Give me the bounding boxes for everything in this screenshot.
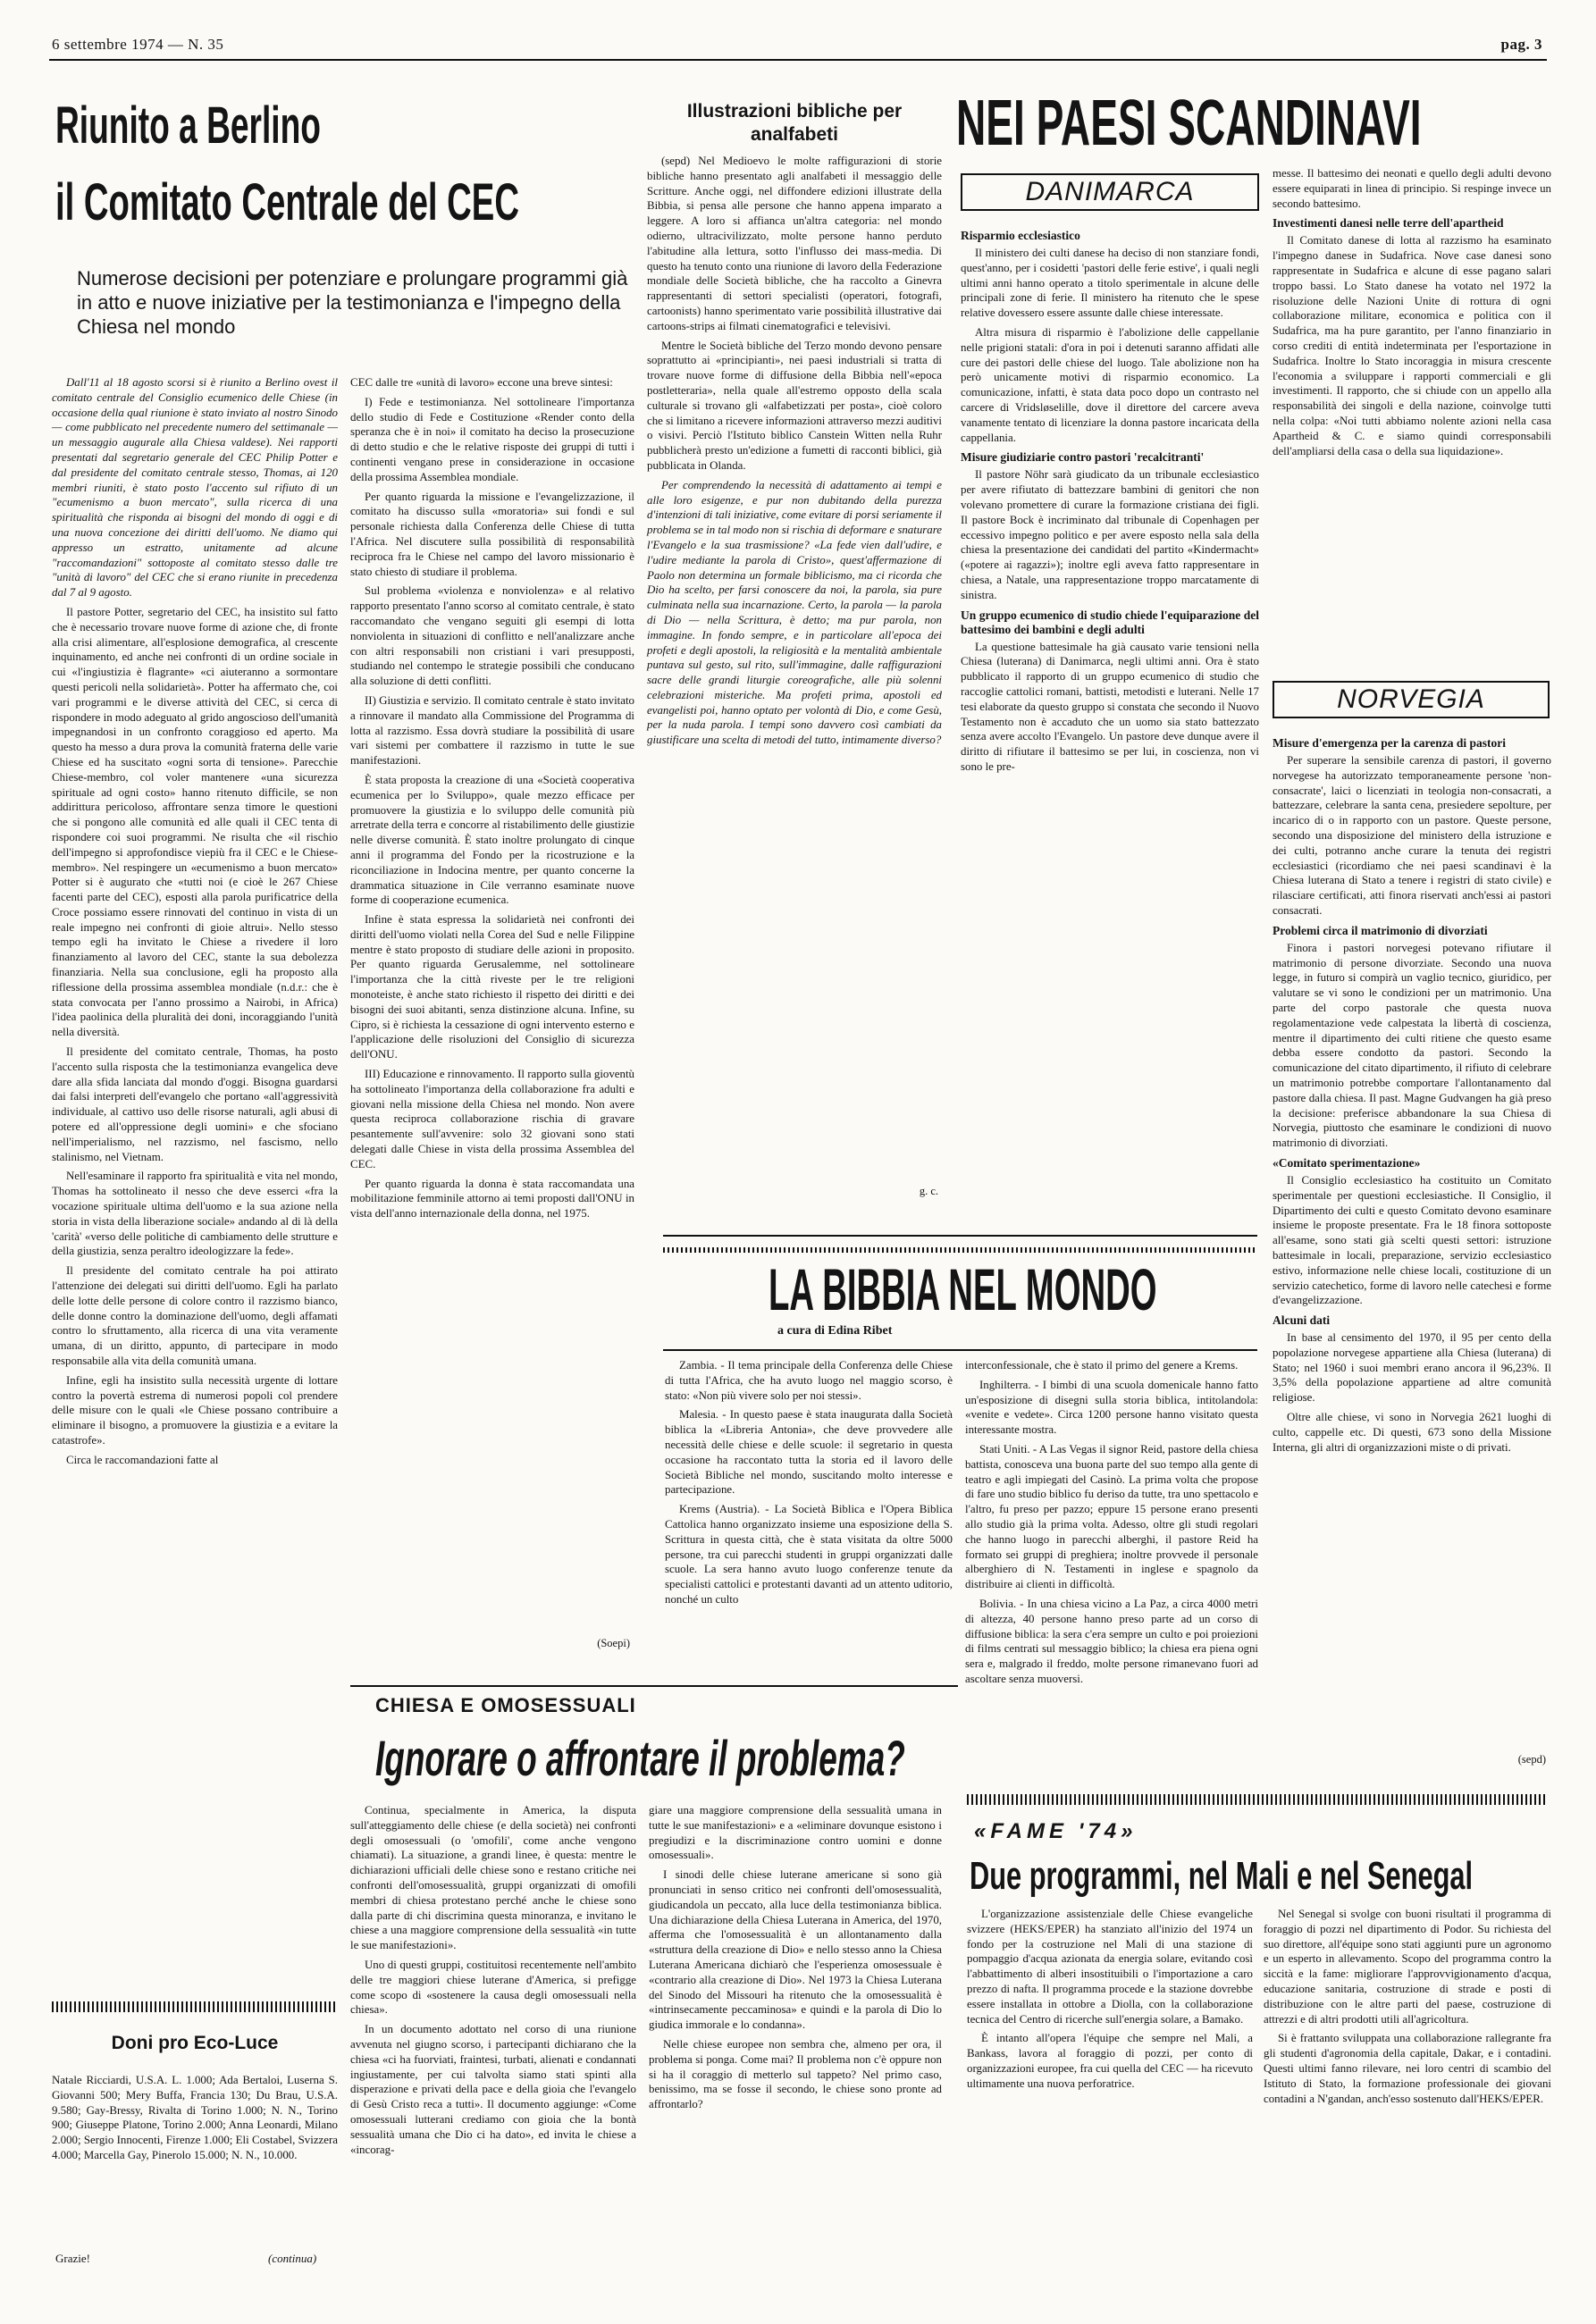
paragraph: Krems (Austria). - La Società Biblica e l'Opera Biblica Cattolica hanno organizzato insieme una esposizione della S. Scrittura in questa città, che è stata visitata da oltre 5000 persone, tra cui parecchi studenti in gruppi organizzati dalle scuole. La sera hanno avuto luogo conferenze tenute da specialisti cattolici e protestanti davanti ad un attento uditorio, nonché un culto — [665, 1503, 953, 1606]
paragraph: interconfessionale, che è stato il primo del genere a Krems. — [965, 1359, 1239, 1372]
omosessuali-column-2 — [649, 1803, 942, 2303]
doni-title: Doni pro Eco-Luce — [111, 2033, 279, 2053]
danimarca-column — [961, 223, 1259, 1238]
paragraph: Per superare la sensibile carenza di pastori, il governo norvegese ha autorizzato temporaneamente persone 'non-consacrate', laici o licenziati in teologia non-consacrati, a battezzare, celebrare la santa cena, presiedere sepolture, per incarico di o in rapporto con un pastore. Queste persone, secondo una disposizione del ministero della istruzione e dei culti, potranno anche curare la tenuta dei registri ecclesiastici (ricordiamo che nei paesi scandinavi è la Chiesa luterana di Stato a tenere i registri di stato civile) e rilasciare certificati, atti finora riservati anch'essi ai pastori consacrati. — [1273, 754, 1551, 917]
header-rule — [49, 59, 1547, 61]
paragraph: Bolivia. - In una chiesa vicino a La Paz, a circa 4000 metri di altezza, 40 persone hanno preso parte ad un corso di diffusione biblica: la sera c'era sempre un culto e poi proiezioni di films centrati sul messaggio biblico; la chiesa era piena ogni sera e, malgrado il freddo, molte persone rimanevano fuori ad ascoltare senza muoversi. — [965, 1597, 1258, 1685]
paragraph: Nel Senegal si svolge con buoni risultati il programma di foraggio di pozzi nel dipartimento di Podor. Su richiesta del suo direttore, all'équipe sono stati aggiunti pure un agronomo e un esperto in allevamento. Scopo del programma contro la siccità e la fame: migliorare l'approvvigionamento d'acqua, educazione sanitaria, costruzione di strade e posti di distribuzione con le altre parti del paese, costruzione di attrezzi e di altri prodotti utili all'agricoltura. — [1264, 1908, 1551, 2026]
paragraph: I sinodi delle chiese luterane americane si sono già pronunciati in senso critico nei confronti dell'omosessualità, giudicandola un peccato, alla luce della testimonianza biblica. Una dichiarazione della Chiesa Luterana in America, del 1970, afferma che l'omosessualità è un allontanamento dalla «struttura della creazione di Dio» e nello stesso anno la Chiesa Luterana Americana dichiarò che l'esperienza omosessuale è «contrario alla creazione di Dio». Nel 1973 la Chiesa Luterana del Sinodo del Missouri ha ritenuto che la omosessualità è «intrinsecamente peccaminosa» e quindi e la parola di Dio lo giudica immorale e lo condanna». — [649, 1868, 942, 2032]
paragraph: Altra misura di risparmio è l'abolizione delle cappellanie nelle prigioni statali: d'ora in poi i detenuti saranno affidati alle cure dei pastori delle chiese del luogo. Tale abolizione non ha però unicamente motivi di risparmio economico. La comunicazione, infatti, è stata data poco dopo un contrasto nel carcere di Vridsløselille, dove il direttore del carcere aveva vanamente tentato di licenziare la donna pastore incaricata della cappellania. — [961, 325, 1259, 444]
paragraph: In base al censimento del 1970, il 95 per cento della popolazione norvegese appartiene alla Chiesa (luterana) di Stato; nel 1960 i suoi membri erano ancora il 96,23%. Il 3,5% della popolazione appartiene ad altre comunità religiose. — [1273, 1331, 1551, 1405]
paragraph: È stata proposta la creazione di una «Società cooperativa ecumenica per lo Sviluppo», quale mezzo efficace per promuovere la giustizia e lo sviluppo delle comunità più arretrate della terra e concorre al ristabilimento delle giustizie nelle diverse comunità. È stato inoltre prolungato di cinque anni il programma del Fondo per la ricostruzione e la riconciliazione in Indocina mentre, per quanto concerne la drammatica situazione in Cile verranno esaminate nuove forme di cooperazione ecumenica. — [350, 773, 634, 907]
fame-kicker: «FAME '74» — [974, 1819, 1138, 1843]
section-heading: Alcuni dati — [1273, 1313, 1331, 1328]
berlino-column-1 — [52, 375, 338, 1791]
paragraph: Uno di questi gruppi, costituitosi recentemente nell'ambito delle tre maggiori chiese luterane d'America, si prefigge come scopo di «sostenere la causa degli omosessuali nella chiesa». — [350, 1958, 636, 2017]
paragraph: In un documento adottato nel corso di una riunione avvenuta nel giugno scorso, i partecipanti dichiarano che la chiesa «ci ha fuorviati, fraintesi, turbati, alienati e condannati ingiustamente, per cui talvolta siamo stati spinti alla disperazione e privati della pace e della gioia che l'evangelo di Gesù Cristo reca a tutti». Il documento aggiunge: «Come omosessuali lutterani crediamo con gioia che la bontà sessualità umana che Dio ci ha dato», ed invita le chiese a «incorag- — [350, 2023, 636, 2156]
danimarca-header: DANIMARCA — [961, 173, 1259, 211]
bibbia-byline: a cura di Edina Ribet — [777, 1324, 893, 1338]
illustrazioni-signature: g. c. — [919, 1185, 938, 1197]
illustrazioni-body — [647, 154, 942, 1181]
paragraph: Mentre le Società bibliche del Terzo mondo devono pensare soprattutto ai «principianti», nei paesi industriali si tratta di trovare nuove forme di diffusione della Bibbia nell'«epoca postletteraria», nella quale all'estremo opposto della scala culturale si trovano gli «alfabetizzati per posta», cioè coloro che si limitano a ricevere informazioni attraverso mezzi auditivi o visivi. Perciò l'Istituto biblico Canstein Witten nella Ruhr pubblicherà presto un'edizione a fumetti di racconti biblici, già pubblicata in Olanda. — [647, 339, 943, 472]
berlino-column-2 — [350, 375, 634, 1626]
paragraph: La questione battesimale ha già causato varie tensioni nella Chiesa (luterana) di Danimarca, negli ultimi anni. Ora è stato pubblicato il rapporto di un gruppo ecumenico di studio che raccoglie cattolici romani, battisti, metodisti e luterani. Nelle 17 tesi elaborate da questo gruppo si constata che secondo il Nuovo Testamento non è accaduto che un uomo sia stato battezzato senza avere accolto l'Evangelo. Un pastore deve dunque avere il diritto di rifiutare il battesimo se per lui, in coscienza, non vi sono le pre- — [961, 640, 1259, 773]
paragraph: Sul problema «violenza e nonviolenza» e al relativo rapporto presentato l'anno scorso al comitato centrale, è stato raccomandato che vengano seguiti gli esempi di lotta nonviolenta in situazioni di conflitto e nell'analizzare anche con altri responsabili non cristiani i vari presupposti, studiando nel contempo le strategie possibili che conducano alla soluzione di detti conflitti. — [350, 584, 634, 688]
bibbia-title: LA BIBBIA NEL MONDO — [769, 1256, 1157, 1322]
paragraph: Il presidente del comitato centrale ha poi attirato l'attenzione dei delegati sui diritti dell'uomo. Egli ha parlato delle lotte delle persone di colore contro il razzismo bianco, delle donne contro la dominazione dell'uomo, degli affamati contro lo sfruttamento, alla ricerca di una vita veramente umana, di un diritto, appunto, di partecipare in modo responsabile alla vita della comunità umana. — [52, 1264, 338, 1367]
paragraph: (sepd) Nel Medioevo le molte raffigurazioni di storie bibliche hanno presentato agli analfabeti il messaggio delle Scritture. Anche oggi, nel diffondere edizioni illustrate della Bibbia, si pensa alle persone che hanno appena imparato a leggere. A loro si affianca un'altra categoria: nel mondo odierno, ultracivilizzato, molte persone hanno perduto l'abitudine alla lettura, sotto l'influsso dei mass-media. Di questo ha tenuto conto una riunione di lavoro della Federazione mondiale delle Società bibliche, che ha raccolto a Ginevra rappresentanti di settori specialisti (operatori, fotografi, cartoonists) hanno sperimentato varie possibilità illustrative dai cartoons-strips ai filmati cinematografici e televisivi. — [647, 155, 942, 332]
paragraph: Circa le raccomandazioni fatte al — [66, 1453, 219, 1466]
omosessuali-title: Ignorare o affrontare il problema? — [375, 1730, 905, 1786]
berlino-intro: Dall'11 al 18 agosto scorsi si è riunito a Berlino ovest il comitato centrale del Consiglio ecumenico delle Chiese (in occasione della qual riunione è stato inviato al nostro Sinodo — come pubblicato nel precedente numero del settimanale — un messaggio augurale alla Chiesa valdese). Nei rapporti presentati dal segretario generale del CEC Philip Potter e dal presidente del comitato centrale stesso, Thomas, ai 120 membri riuniti, è stato posto l'accento sul rifiuto di un "ecumenismo a buon mercato", sulla ricerca di una spiritualità che risponda ai bisogni del mondo di oggi e di una nuova concezione dei diritti dell'uomo. Ne diamo qui appresso un estratto, unitamente ad alcune "raccomandazioni" sottoposte al comitato stesso dalle tre "unità di lavoro" del CEC che si erano riunite in precedenza dal 7 al 9 agosto. — [52, 376, 338, 600]
doni-thanks: Grazie! — [55, 2252, 90, 2265]
paragraph: Il Consiglio ecclesiastico ha costituito un Comitato sperimentale per questioni ecclesiastiche. Il Consiglio, il Dipartimento dei culti e questo Comitato devono esaminare insieme le proposte presentate. Fra le 18 finora sottoposte all'esame, sono stati già scelti questi settori: istruzione battesimale in locali, preparazione, servizio ecclesiastico estivo, informazione nelle chiese locali, costituzione di un servizio catechetico, forme di lavoro nelle catechesi e forme d'evangelizzazione. — [1273, 1173, 1551, 1307]
bibbia-hatch — [663, 1247, 1257, 1253]
doni-list — [52, 2073, 338, 2234]
section-heading: Investimenti danesi nelle terre dell'apartheid — [1273, 216, 1504, 231]
paragraph: II) Giustizia e servizio. Il comitato centrale è stato invitato a rinnovare il mandato alla Commissione del Programma di lotta al razzismo. Essa dovrà studiare la possibilità di usare vari sistemi per combattere il razzismo in tutte le sue manifestazioni. — [350, 693, 634, 768]
paragraph: Oltre alle chiese, vi sono in Norvegia 2621 luoghi di culto, cappelle etc. Di questi, 673 sono della Missione Interna, gli altri di organizzazioni miste o di privati. — [1273, 1411, 1551, 1454]
norvegia-header: NORVEGIA — [1273, 681, 1550, 718]
illustrazioni-title: Illustrazioni bibliche per analfabeti — [686, 101, 903, 145]
section-heading: Un gruppo ecumenico di studio chiede l'equiparazione del battesimo dei bambini e degli adulti — [961, 608, 1259, 636]
doni-text: Natale Ricciardi, U.S.A. L. 1.000; Ada Bertaloi, Luserna S. Giovanni 500; Mery Buffa, Francia 130; Du Brau, U.S.A. 9.580; Gay-Bressy, Rivalta di Torino 1.000; N. N., Torino 900; Giuseppe Platone, Torino 2.000; Anna Leonardi, Milano 2.000; Sergio Innocenti, Firenze 1.000; Eli Costabel, Svizzera 4.000; Marcella Gay, Pinerolo 15.000; N. N., 10.000. — [52, 2074, 338, 2161]
paragraph: Stati Uniti. - A Las Vegas il signor Reid, pastore della chiesa battista, conosceva una buona parte del suo tempo alla gente di teatro e agli impiegati del Casinò. La prima volta che propose di fare uno studio biblico fu deriso da tutte, tra uno spettacolo e l'altro, fu preso per pazzo; eppure 15 persone erano presenti allo studio già la prima volta. Adesso, oltre gli studi regolari che hanno luogo in parecchi alberghi, il pastore Reid ha formato sei gruppi di preghiera; inoltre provvede il personale alberghiero di N. Testamenti in inglese e spagnolo da distribuire ai clienti in difficoltà. — [965, 1442, 1258, 1591]
paragraph: Il Comitato danese di lotta al razzismo ha esaminato l'impegno danese in Sudafrica. Nove case danesi sono rappresentate in Sudafrica e alcune di esse pagano salari troppo bassi. Lo Stato danese ha votato nel 1972 la risoluzione delle Nazioni Unite di rottura di ogni collaborazione militare, economica e politica con il Sudafrica, ma ha pure garantito, per l'anno finanziario in corso crediti di entità indeterminata per l'esportazione in Sudafrica. Inoltre lo Stato incoraggia in misura crescente l'economia a sviluppare i rapporti commerciali e gli investimenti. Il rapporto, che si chiude con un appello alla responsabilità dei singoli e della nazione, coinvolge tutti nella colpa: «Noi tutti abbiamo nolente azioni nella casa Apartheid & C. e siamo quindi corresponsabili dell'ampliarsi della casa o della sua liquidazione». — [1273, 234, 1551, 457]
paragraph: Per quanto riguarda la donna è stata raccomandata una mobilitazione femminile attorno ai temi proposti dall'ONU in vista dell'anno internazionale della donna, nel 1975. — [350, 1177, 634, 1221]
omosessuali-kicker: CHIESA E OMOSESSUALI — [375, 1694, 636, 1716]
paragraph: Il ministero dei culti danese ha deciso di non stanziare fondi, quest'anno, per i cosidetti 'pastori delle ferie estive', i quali negli ultimi anni hanno operato a titolo sperimentale in alcune delle principali zone di ferie. Il ministero ha ritenuto che le spese relative dovessero essere assunte dalle chiese interessate. — [961, 247, 1259, 320]
bibbia-column-2 — [965, 1358, 1258, 1733]
paragraph: Per quanto riguarda la missione e l'evangelizzazione, il comitato ha discusso sulla «moratoria» sui fondi e sul personale richiesta dalla Conferenza delle Chiese di tutta l'Africa. Nel discutere sulla possibilità di responsabilità reciproca fra le Chiese nel campo del lavoro missionario è stato chiesto di studiare il problema. — [350, 490, 634, 578]
section-heading: Misure giudiziarie contro pastori 'recalcitranti' — [961, 450, 1205, 465]
danimarca-column-2 — [1273, 166, 1551, 457]
paragraph: Zambia. - Il tema principale della Conferenza delle Chiese di tutta l'Africa, che ha avuto luogo nel maggio scorso, è stato: «Non più vivere solo per noi stessi». — [665, 1359, 953, 1402]
paragraph: Si è frattanto sviluppata una collaborazione rallegrante fra gli studenti d'agronomia della capitale, Dakar, e i contadini. Questi ultimi fanno rilevare, nei loro centri di scambio del Istituto di Stato, la formazione professionale dei giovani contadini a N'gandan, anch'esso sostenuto dall'HEKS/EPER. — [1264, 2032, 1551, 2105]
omosessuali-column-1 — [350, 1803, 636, 2303]
paragraph: Il pastore Potter, segretario del CEC, ha insistito sul fatto che è necessario trovare nuove forme di azione che, di fronte alla crisi alimentare, all'esplosione demografica, al crescente inquinamento, ed anche nei confronti di un ordine sociale in cui «l'ingiustizia è flagrante» «ci aiuteranno a sormontare questi pericoli nella solidarietà». Potter ha affermato che, coi vari programmi e le diverse attività del CEC, si cerca di rispondere in modo adeguato al grido angoscioso dell'umanità impegnandosi in un confronto coraggioso ed aperto. Ma questo ha messo a dura prova la comunità fraterna delle varie Chiese ed ha suscitato «ogni sorta di tensione». Parecchie Chiese-membro, col voler mantenere «una sicurezza spirituale ad ogni costo» hanno ritenuto difficile, se non addirittura pericoloso, affrontare senza timore le questioni che si pongono alle comunità ed alle quali il CEC tenta di rispondere coi suoi programmi. Ne risulta che «il rischio dell'impegno si approfondisce viepiù fra il CEC e le Chiese-membro». Nel respingere un «ecumenismo a buon mercato» Potter si è augurato che «tutti noi (e cioè le 267 Chiese facenti parte del CEC), esposti alla parola purificatrice della Croce possiamo essere rinnovati del continuo in vista di un reale impegno nei confronti di gioie altrui». Nello stesso tempo egli ha invitato le Chiese a rivedere il loro finanziamento al lavoro del CEC, stante la sua debolezza finanziaria. Nella sua conclusione, egli ha proposto alla riflessione della prossima assemblea mondiale (n.d.r.: che è stata convocata per l'anno prossimo a Nairobi, in Africa) l'idea paolinica della pluralità dei doni, incoraggiando l'unità nella diversità. — [52, 605, 338, 1039]
fame-column-2 — [1264, 1907, 1551, 2300]
berlino-source: (Soepi) — [597, 1637, 630, 1649]
paragraph: Nell'esaminare il rapporto fra spiritualità e vita nel mondo, Thomas ha sottolineato il nesso che deve esserci «fra la vocazione spirituale ultima dell'uomo e la sua azione nella storia in vista della liberazione sociale» andando al di là della 'carità' «verso delle politiche di cambiamento delle strutture e della giustizia, senza peraltro ideologizzare la fede». — [52, 1170, 338, 1258]
section-heading: «Comitato sperimentazione» — [1273, 1155, 1421, 1170]
paragraph: L'organizzazione assistenziale delle Chiese evangeliche svizzere (HEKS/EPER) ha stanziato all'inizio del 1974 un fondo per la costruzione nel Mali di una stazione di pompaggio d'acqua azionata da energia solare, evitando così l'abbattimento di alberi insostituibili o l'importazione a caro prezzo di nafta. Il programma procede e la stazione dovrebbe essere installata in ottobre a Diolla, con la collaborazione tecnica del Centro di ricerche sull'energia solare, a Bamako. — [967, 1908, 1253, 2026]
issue-date: 6 settembre 1974 — N. 35 — [52, 36, 224, 53]
doni-continua: (continua) — [268, 2252, 317, 2265]
fame-column-1 — [967, 1907, 1253, 2300]
section-heading: Problemi circa il matrimonio di divorziati — [1273, 923, 1488, 937]
page-number: pag. 3 — [1500, 36, 1542, 53]
paragraph: Infine, egli ha insistito sulla necessità urgente di lottare contro la povertà estrema di numerosi popoli col prendere delle misure con le quali «le Chiese possano contribuire a eliminare il bisogno, a promuovere la giustizia e a evitare la catastrofe». — [52, 1373, 338, 1447]
paragraph: Per comprendendo la necessità di adattamento ai tempi e alle loro esigenze, e pur non dubitando della purezza d'intenzioni di tali iniziative, come evitare di porsi seriamente il problema se in tal modo non si rischia di deformare e snaturare l'Evangelo e la sua trasmissione? «La fede vien dall'udire, e l'udire mediante la parola di Cristo», quest'affermazione di Paolo non determina un formale biblicismo, ma ci ricorda che Dio ha scelto, per farsi conoscere da noi, la parola, sia pure culminata nella sua incarnazione. Certo, la parola — la parola di Dio — nella Scrittura, è detto; ma pur parola, non immagine. In fondo sempre, e in particolare all'epoca dei profeti e degli apostoli, la religiosità e la mentalità ambientale puntava sul gesto, sul rito, sull'immagine, dalle raffigurazioni sacre delle grandi liturgie coreografiche, alle più solenni celebrazioni misteriche. Ma profeti prima, apostoli ed evangelisti poi, hanno optato per volontà di Dio, e come Gesù, per la nuda parola. I tempi sono davvero così cambiati da giustificare una scelta di metodi del tutto, intimamente diverso? — [647, 478, 942, 747]
paragraph: Nelle chiese europee non sembra che, almeno per ora, il problema si ponga. Come mai? Il problema non c'è oppure non si ha il coraggio di metterlo sul tappeto? Nel primo caso, benissimo, ma se fosse il secondo, le chiese sono pronte ad affrontarlo? — [649, 2037, 942, 2111]
paragraph: Continua, specialmente in America, la disputa sull'atteggiamento delle chiese (e della società) nei confronti degli omosessuali (o 'omofili', come anche vengono chiamati). La situazione, a grandi linee, è questa: mentre le dichiarazioni ufficiali delle chiese sono e restano critiche nei confronti dell'omosessualità, gruppi organizzati di omofili membri di chiesa protestano perché anche le chiese sono dalla parte di chi discrimina questa minoranza, e invitano le chiese a una maggiore comprensione della sessualità «in tutte le sue manifestazioni». — [350, 1804, 636, 1952]
paragraph: III) Educazione e rinnovamento. Il rapporto sulla gioventù ha sottolineato l'importanza della collaborazione fra adulti e giovani nella missione della Chiesa nel mondo. Non avere questa reciproca collaborazione rischia di gravare pesantemente sull'avvenire: solo 32 giovani sono stati delegati dalle Chiese in vista della prossima Assemblea del CEC. — [350, 1068, 634, 1170]
berlino-subtitle: Numerose decisioni per potenziare e prolungare programmi già in atto e nuove iniziative per la testimonianza e l'impegno della Chiesa nel mondo — [77, 267, 628, 338]
omosessuali-rule — [350, 1685, 958, 1687]
norvegia-column — [1273, 731, 1551, 1749]
scandinavi-title: NEI PAESI SCANDINAVI — [956, 88, 1422, 159]
bibbia-box-bottom — [663, 1349, 1257, 1351]
paragraph: Infine è stata espressa la solidarietà nei confronti dei diritti dell'uomo violati nella Corea del Sud e nelle Filippine mentre è stato proposto di studiare delle azioni in proposito. Per quanto riguarda Gerusalemme, nel sottolineare l'importanza che la città riveste per le tre religioni monoteiste, è anche stato richiesto il rispetto dei diritti e dei bisogni dei suoi abitanti, senza distinzione alcuna. Infine, su Cipro, si è richiesta la cessazione di ogni intervento esterno e l'applicazione delle risoluzioni del Consiglio di sicurezza dell'ONU. — [350, 913, 634, 1061]
bibbia-column-1 — [665, 1358, 953, 1698]
paragraph: messe. Il battesimo dei neonati e quello degli adulti devono essere equiparati in linea di principio. Si respinge invece un secondo battesimo. — [1273, 167, 1551, 210]
paragraph: Inghilterra. - I bimbi di una scuola domenicale hanno fatto un'esposizione di disegni sulla storia biblica, intitolandola: «venite e vedete». Circa 1200 persone hanno visitato questa interessante mostra. — [965, 1378, 1258, 1437]
bibbia-box-top — [663, 1235, 1257, 1237]
section-heading: Risparmio ecclesiastico — [961, 229, 1080, 242]
scandinavi-signature: (sepd) — [1517, 1753, 1546, 1766]
paragraph: giare una maggiore comprensione della sessualità umana in tutte le sue manifestazioni» e a «eliminare dovunque esistono i pregiudizi e la discriminazione contro uomini e donne omosessuali». — [649, 1804, 942, 1862]
paragraph: I) Fede e testimonianza. Nel sottolineare l'importanza dello studio di Fede e Costituzione «Render conto della speranza che è in noi» il comitato ha deciso la prosecuzione di detto studio e che le relative risposte dei gruppi di tutti i continenti vengano prese in considerazione in occasione della prossima Assemblea mondiale. — [350, 395, 634, 483]
section-heading: Misure d'emergenza per la carenza di pastori — [1273, 736, 1506, 750]
paragraph: Malesia. - In questo paese è stata inaugurata dalla Società biblica la «Libreria Antonia», che deve provvedere alle necessità delle chiese e delle scuole: il segretario in questa occasione ha raccontato tutta la storia ed il lavoro delle Società Bibliche nel mondo, suscitando molto interesse e partecipazione. — [665, 1408, 953, 1497]
doni-divider — [52, 2001, 338, 2012]
paragraph: Il presidente del comitato centrale, Thomas, ha posto l'accento sulla risposta che la testimonianza evangelica deve dare alla sfida lanciata dal mondo d'oggi. Bisogna guardarsi dai falsi interpreti dell'evangelo che portano «all'aggressività individuale, al cattivo uso delle risorse naturali, agli abusi di potere ed all'oppressione degli uomini» e che sfociano nell'imperialismo, nel razzismo, nel fascismo, nello stalinismo, nel Vietnam. — [52, 1045, 338, 1163]
berlino-title-1: Riunito a Berlino — [55, 96, 321, 155]
fame-title: Due programmi, nel Mali e nel Senegal — [970, 1854, 1474, 1898]
paragraph: È intanto all'opera l'équipe che sempre nel Mali, a Bankass, lavora al foraggio di pozzi, per conto di organizzazioni europee, fra cui quella del CEC — ha ricevuto ultimamente una nuova perforatrice. — [967, 2032, 1253, 2090]
paragraph: CEC dalle tre «unità di lavoro» eccone una breve sintesi: — [350, 376, 613, 389]
paragraph: Il pastore Nöhr sarà giudicato da un tribunale ecclesiastico per avere rifiutato di battezzare bambini di genitori che non volevano promettere di curare la formazione cristiana dei figli. Il pastore Bock è incriminato dal tribunale di Copenhagen per eccessivo impegno politico e per avere esposto nella sala della chiesa la presentazione dei candidati del partito «Kindermacht» («potere ai ragazzi»); inoltre egli aveva fatto rappresentare in chiesa, a Natale, una rappresentazione troppo marcatamente di sinistra. — [961, 468, 1259, 601]
fame-divider — [967, 1794, 1548, 1805]
paragraph: Finora i pastori norvegesi potevano rifiutare il matrimonio di persone divorziate. Secondo una nuova legge, in futuro si compirà un vaglio tecnico, giuridico, per valutare se vi sono le condizioni per un matrimonio. Una parte del corpo pastorale che questa nuova regolamentazione vede calpestata la libertà di coscienza, mentre il dipartimento dei culti ritiene che questo esame debba essere condotto da pastori. Secondo la comunicazione del citato dipartimento, il rifiuto di celebrare un matrimonio potrebbe comportare l'allontanamento dal pastore dalla chiesa. Il past. Magne Gudvangen ha già preso la decisione: preferisce abbandonare la sua Chiesa di Norvegia, piuttosto che esaminare le condizioni di nuovo matrimonio di divorziati. — [1273, 941, 1551, 1150]
berlino-title-2: il Comitato Centrale del CEC — [55, 173, 519, 231]
